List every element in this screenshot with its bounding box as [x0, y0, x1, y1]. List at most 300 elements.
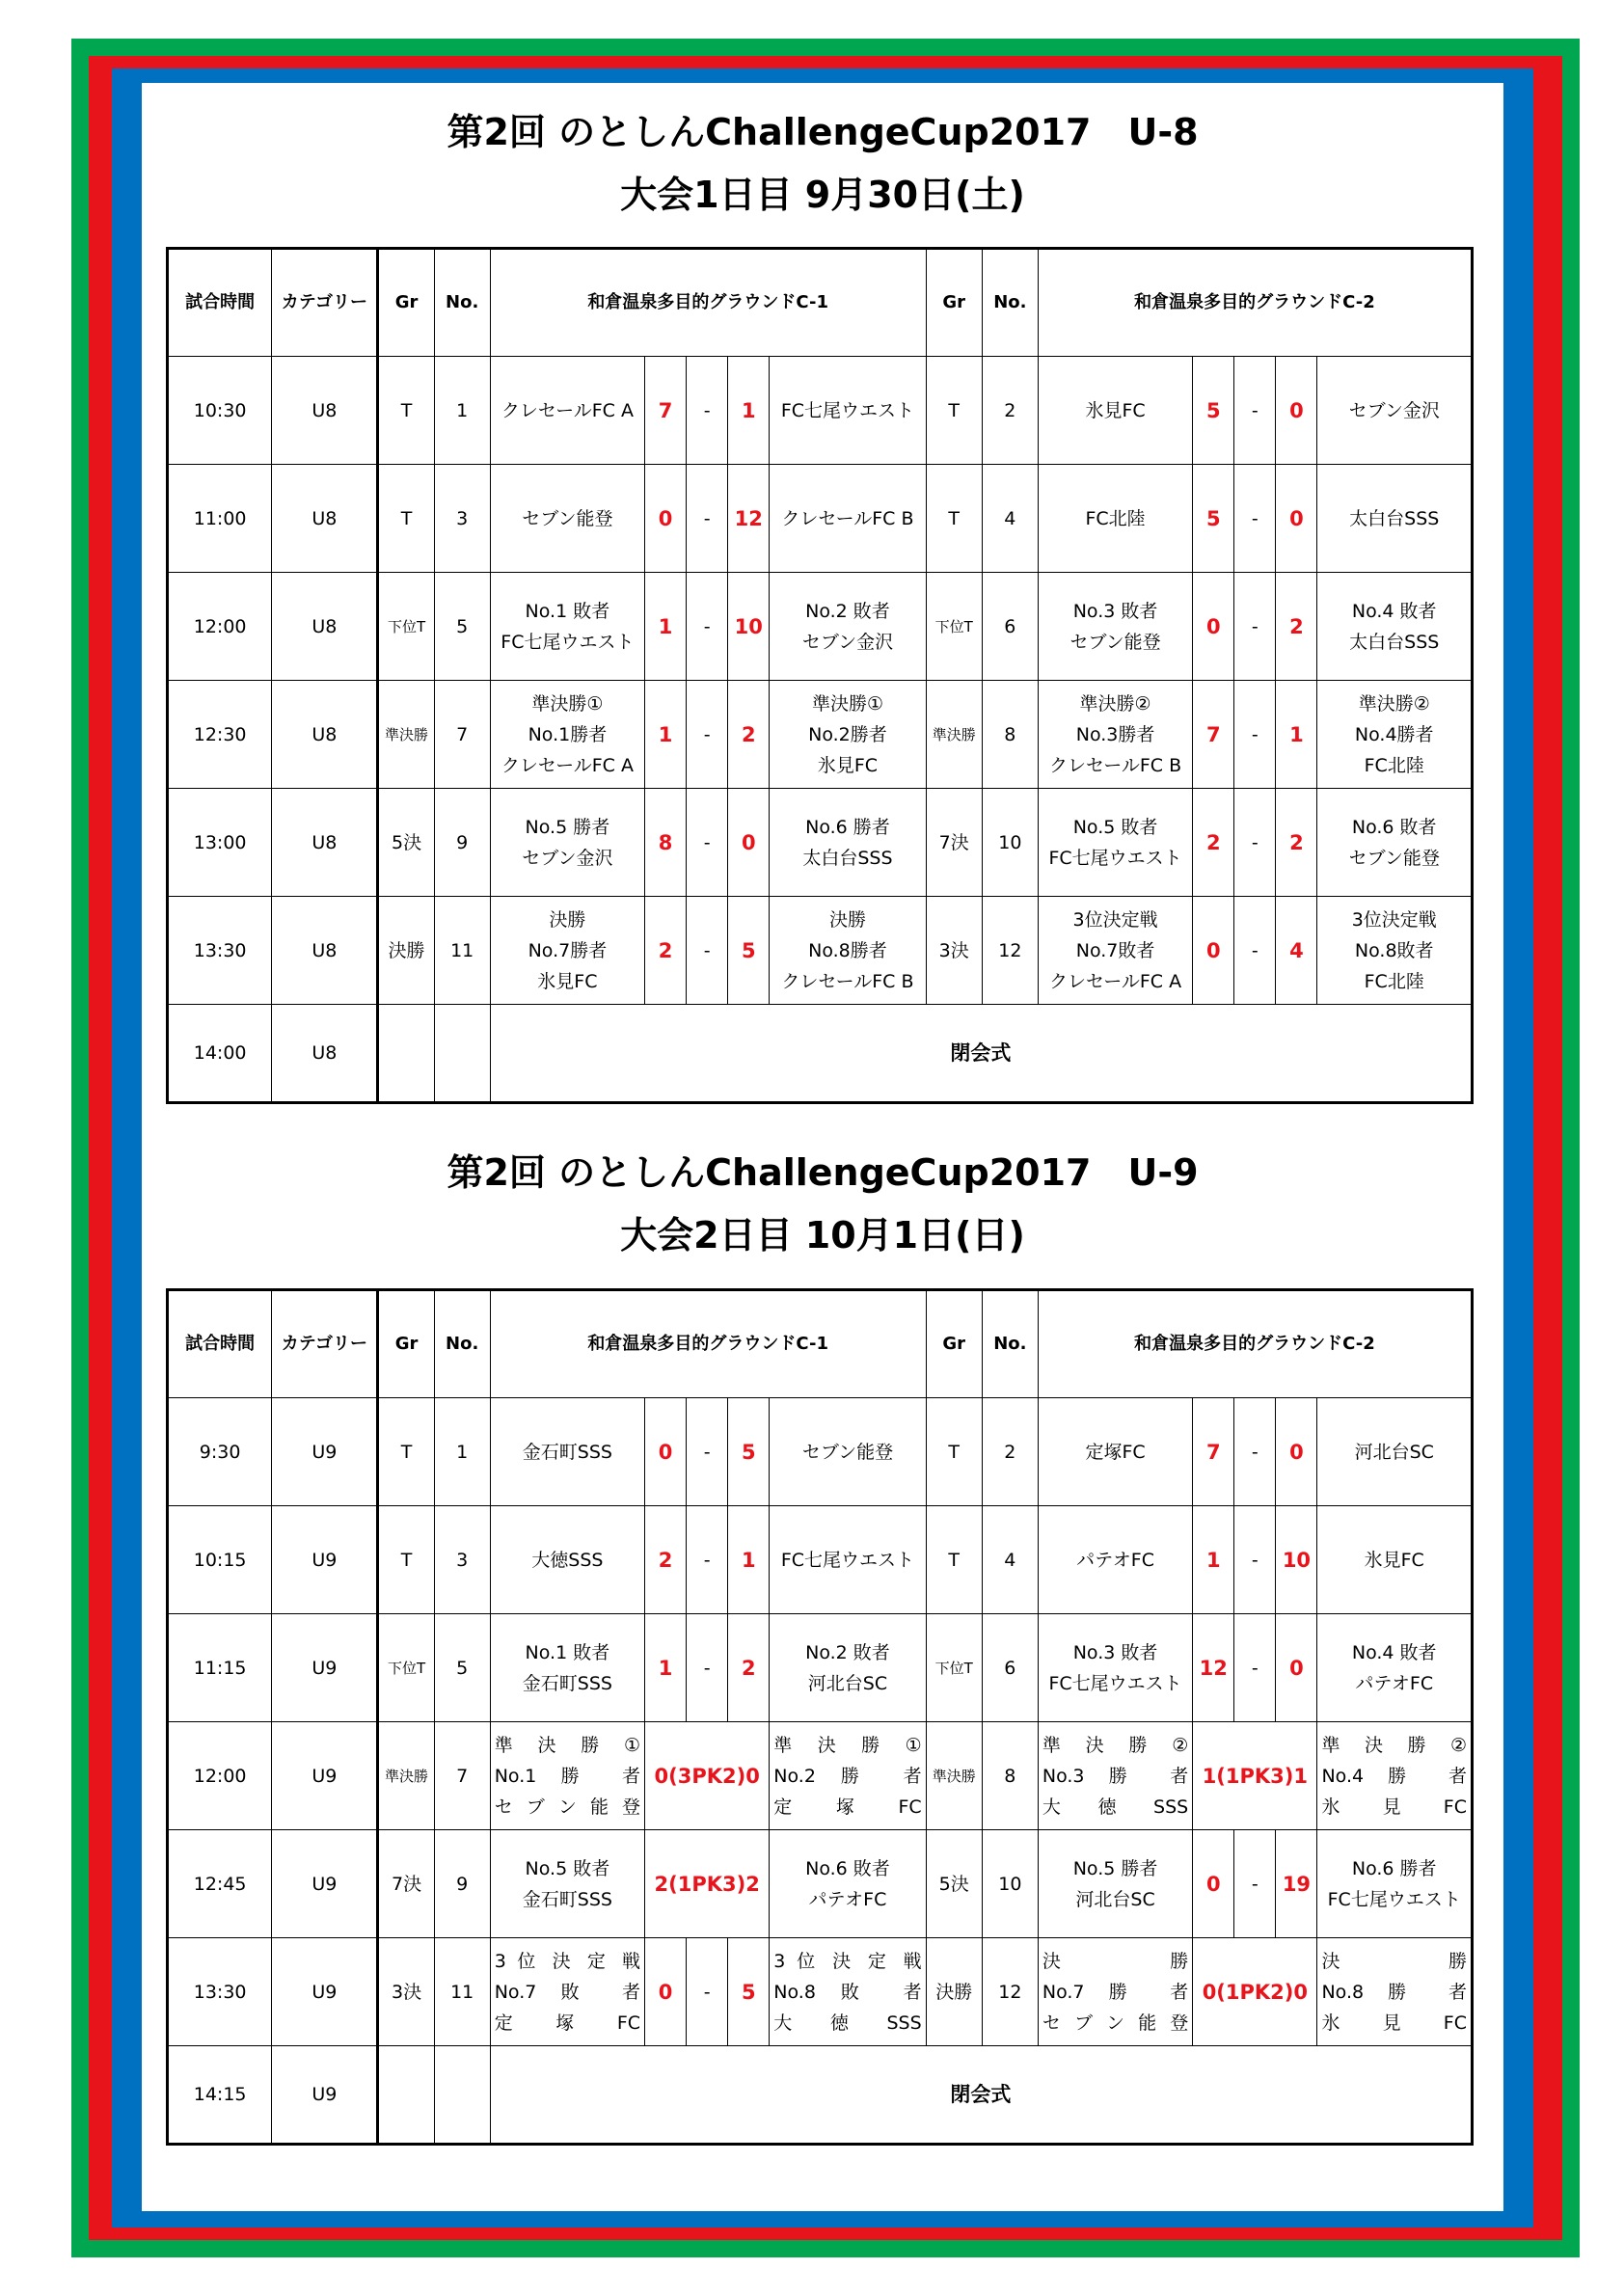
team-away-c2-line: セブン能登	[1348, 847, 1440, 869]
team-home-c1-line: No.1勝者	[528, 723, 608, 745]
team-away-c1-line: No.2 勝 者	[773, 1765, 922, 1787]
team-away-c1	[770, 1506, 926, 1614]
team-home-c1-line: No.5 勝者	[525, 816, 610, 838]
match-number: 5	[434, 1614, 490, 1722]
team-home-c1-line: セブン金沢	[522, 847, 613, 869]
team-home-c1-line: No.1 敗者	[525, 600, 610, 622]
team-home-c1-line: 準決勝①	[531, 692, 604, 715]
closing-ceremony: 閉会式	[490, 1005, 1472, 1103]
score-home: 1	[645, 1614, 687, 1722]
team-away-c2	[1317, 465, 1473, 573]
header-gr: Gr	[378, 249, 434, 357]
match-group-c2: 7決	[926, 789, 982, 897]
schedule-table-u8	[166, 247, 1474, 1104]
score-dash: -	[1234, 357, 1276, 465]
team-away-c1-line: パテオFC	[808, 1888, 887, 1910]
team-away-c1-line: 準決勝①	[811, 692, 883, 715]
header-category: カテゴリー	[272, 1290, 378, 1398]
match-number: 3	[434, 465, 490, 573]
closing-empty-no	[434, 1005, 490, 1103]
closing-time: 14:00	[168, 1005, 272, 1103]
score-home: 1	[645, 573, 687, 681]
team-away-c1	[770, 897, 926, 1005]
team-away-c2-line: FC北陸	[1364, 754, 1424, 776]
score-away: 2	[728, 1614, 770, 1722]
score-home: 5	[1193, 357, 1234, 465]
match-category: U8	[272, 357, 378, 465]
score-dash: -	[1234, 897, 1276, 1005]
score-home: 0	[645, 1398, 687, 1506]
team-away-c2-line: No.6 敗者	[1351, 816, 1437, 838]
match-group: T	[378, 357, 434, 465]
team-home-c1-line: No.7勝者	[528, 939, 608, 961]
team-away-c1	[770, 465, 926, 573]
match-group-c2: 決勝	[926, 1938, 982, 2046]
score-away: 2	[728, 681, 770, 789]
score-home: 7	[1193, 1398, 1234, 1506]
team-home-c2-line: FC北陸	[1085, 507, 1146, 529]
score-away: 0	[1276, 1614, 1317, 1722]
team-away-c2-line: セブン金沢	[1348, 399, 1440, 421]
header-no2: No.	[982, 249, 1038, 357]
team-away-c1	[770, 573, 926, 681]
team-away-c2	[1317, 357, 1473, 465]
match-time: 9:30	[168, 1398, 272, 1506]
team-home-c1	[490, 465, 644, 573]
score-away: 1	[728, 357, 770, 465]
match-group-c2: 下位T	[926, 1614, 982, 1722]
team-home-c1-line: セ ブ ン 能 登	[494, 1796, 641, 1818]
match-row	[168, 1722, 1473, 1830]
match-time: 10:30	[168, 357, 272, 465]
match-row	[168, 681, 1473, 789]
score-home: 0	[1193, 897, 1234, 1005]
team-away-c2-line: 氷 見 FC	[1321, 1796, 1467, 1818]
closing-empty-no	[434, 2046, 490, 2145]
team-away-c1-line: 大 徳 SSS	[773, 2012, 922, 2034]
header-field-c2: 和倉温泉多目的グラウンドC-2	[1038, 249, 1472, 357]
score-away: 10	[728, 573, 770, 681]
score-dash: -	[687, 465, 728, 573]
score-dash: -	[687, 1614, 728, 1722]
match-group: 5決	[378, 789, 434, 897]
team-home-c2	[1038, 1722, 1192, 1830]
match-number: 11	[434, 1938, 490, 2046]
score-combined: 2(1PK3)2	[645, 1830, 770, 1938]
team-home-c1	[490, 681, 644, 789]
team-away-c2-line: 太白台SSS	[1349, 507, 1440, 529]
match-number-c2: 10	[982, 1830, 1038, 1938]
team-away-c1	[770, 1938, 926, 2046]
team-away-c1-line: 太白台SSS	[802, 847, 893, 869]
match-number-c2: 4	[982, 465, 1038, 573]
match-time: 11:15	[168, 1614, 272, 1722]
match-category: U9	[272, 1398, 378, 1506]
team-away-c1-line: セブン能登	[801, 1441, 894, 1463]
match-row	[168, 897, 1473, 1005]
team-away-c1-line: No.8勝者	[808, 939, 887, 961]
score-home: 2	[1193, 789, 1234, 897]
closing-category: U9	[272, 2046, 378, 2145]
header-category: カテゴリー	[272, 249, 378, 357]
match-row	[168, 1506, 1473, 1614]
team-home-c2-line: No.3 敗者	[1072, 1641, 1158, 1663]
schedule-table-u9	[166, 1288, 1474, 2146]
team-away-c1-line: クレセールFC B	[781, 970, 914, 992]
match-number-c2: 2	[982, 357, 1038, 465]
team-away-c1	[770, 1398, 926, 1506]
match-category: U9	[272, 1506, 378, 1614]
score-combined: 1(1PK3)1	[1193, 1722, 1317, 1830]
team-home-c1-line: クレセールFC A	[501, 754, 634, 776]
team-home-c2-line: 大 徳 SSS	[1042, 1796, 1189, 1818]
team-away-c1-line: 決勝	[828, 908, 866, 931]
team-away-c2-line: 氷見FC	[1364, 1549, 1424, 1571]
closing-empty-gr	[378, 1005, 434, 1103]
team-home-c2-line: 氷見FC	[1085, 399, 1146, 421]
team-home-c2-line: No.3 敗者	[1072, 600, 1158, 622]
team-away-c2	[1317, 573, 1473, 681]
match-group-c2: T	[926, 1506, 982, 1614]
score-dash: -	[687, 1506, 728, 1614]
header-no2: No.	[982, 1290, 1038, 1398]
team-home-c2-line: No.3勝者	[1075, 723, 1155, 745]
header-field-c1: 和倉温泉多目的グラウンドC-1	[490, 249, 926, 357]
closing-category: U8	[272, 1005, 378, 1103]
team-away-c1-line: No.6 敗者	[805, 1857, 890, 1879]
match-time: 13:30	[168, 897, 272, 1005]
team-away-c1-line: 3 位 決 定 戦	[773, 1950, 922, 1972]
team-home-c2-line: No.7 勝 者	[1042, 1981, 1189, 2003]
team-away-c2-line: No.4 敗者	[1351, 600, 1437, 622]
score-dash: -	[1234, 789, 1276, 897]
match-number-c2: 8	[982, 681, 1038, 789]
match-group: 3決	[378, 1938, 434, 2046]
match-group-c2: 5決	[926, 1830, 982, 1938]
match-row	[168, 1938, 1473, 2046]
score-away: 1	[728, 1506, 770, 1614]
match-time: 12:00	[168, 1722, 272, 1830]
team-home-c1-line: 金石町SSS	[522, 1672, 612, 1694]
score-away: 5	[728, 1938, 770, 2046]
team-away-c1-line: 河北台SC	[807, 1672, 888, 1694]
score-combined: 0(1PK2)0	[1193, 1938, 1317, 2046]
team-home-c1	[490, 1722, 644, 1830]
match-time: 11:00	[168, 465, 272, 573]
team-away-c1-line: クレセールFC B	[781, 507, 914, 529]
score-dash: -	[1234, 1398, 1276, 1506]
match-number: 1	[434, 357, 490, 465]
score-home: 8	[645, 789, 687, 897]
score-home: 5	[1193, 465, 1234, 573]
team-away-c2-line: パテオFC	[1355, 1672, 1434, 1694]
score-away: 5	[728, 897, 770, 1005]
match-number-c2: 12	[982, 1938, 1038, 2046]
team-away-c2	[1317, 1506, 1473, 1614]
match-category: U8	[272, 681, 378, 789]
section-2-title: 第2回 のとしんChallengeCup2017 U-9	[447, 1151, 1199, 1194]
match-time: 10:15	[168, 1506, 272, 1614]
team-away-c1	[770, 1722, 926, 1830]
team-away-c2-line: FC北陸	[1364, 970, 1424, 992]
match-time: 12:30	[168, 681, 272, 789]
team-away-c2	[1317, 897, 1473, 1005]
team-away-c1-line: 氷見FC	[817, 754, 879, 776]
match-category: U8	[272, 897, 378, 1005]
score-dash: -	[687, 357, 728, 465]
score-away: 12	[728, 465, 770, 573]
team-home-c2	[1038, 357, 1192, 465]
team-home-c2-line: 準 決 勝 ②	[1042, 1734, 1189, 1756]
match-group-c2: 3決	[926, 897, 982, 1005]
team-home-c2-line: No.3 勝 者	[1042, 1765, 1189, 1787]
team-home-c1-line: 金石町SSS	[522, 1441, 612, 1463]
team-away-c2-line: No.8敗者	[1354, 939, 1434, 961]
match-group: 準決勝	[378, 1722, 434, 1830]
team-home-c1-line: No.1 勝 者	[494, 1765, 641, 1787]
match-number: 11	[434, 897, 490, 1005]
team-away-c2-line: 決 勝	[1321, 1950, 1467, 1972]
score-dash: -	[687, 897, 728, 1005]
team-away-c1	[770, 681, 926, 789]
team-home-c2-line: 河北台SC	[1075, 1888, 1155, 1910]
team-away-c2	[1317, 1830, 1473, 1938]
team-home-c1-line: 決勝	[549, 908, 586, 931]
score-away: 5	[728, 1398, 770, 1506]
team-home-c1	[490, 1614, 644, 1722]
team-home-c2	[1038, 1614, 1192, 1722]
header-field-c2: 和倉温泉多目的グラウンドC-2	[1038, 1290, 1472, 1398]
team-away-c1	[770, 1830, 926, 1938]
match-number: 3	[434, 1506, 490, 1614]
team-home-c2	[1038, 1830, 1192, 1938]
team-away-c2	[1317, 1398, 1473, 1506]
score-away: 0	[1276, 465, 1317, 573]
match-time: 12:00	[168, 573, 272, 681]
team-home-c1-line: FC七尾ウエスト	[501, 631, 635, 653]
team-home-c1	[490, 897, 644, 1005]
match-row	[168, 465, 1473, 573]
team-away-c2-line: No.4 勝 者	[1321, 1765, 1467, 1787]
team-home-c1-line: 金石町SSS	[522, 1888, 612, 1910]
score-dash: -	[1234, 573, 1276, 681]
match-group: T	[378, 1506, 434, 1614]
header-field-c1: 和倉温泉多目的グラウンドC-1	[490, 1290, 926, 1398]
match-row	[168, 1614, 1473, 1722]
team-home-c1-line: セブン能登	[522, 507, 613, 529]
match-number-c2: 2	[982, 1398, 1038, 1506]
team-home-c2	[1038, 1398, 1192, 1506]
match-row	[168, 573, 1473, 681]
score-away: 1	[1276, 681, 1317, 789]
header-time: 試合時間	[168, 1290, 272, 1398]
team-away-c1	[770, 789, 926, 897]
header-gr2: Gr	[926, 249, 982, 357]
team-away-c2-line: No.4勝者	[1354, 723, 1434, 745]
team-away-c2	[1317, 1614, 1473, 1722]
team-home-c1-line: 氷見FC	[537, 970, 598, 992]
match-number-c2: 6	[982, 1614, 1038, 1722]
closing-time: 14:15	[168, 2046, 272, 2145]
header-time: 試合時間	[168, 249, 272, 357]
team-home-c1	[490, 573, 644, 681]
team-away-c2-line: 3位決定戦	[1351, 908, 1437, 931]
score-home: 2	[645, 1506, 687, 1614]
score-home: 0	[1193, 1830, 1234, 1938]
match-number: 1	[434, 1398, 490, 1506]
team-home-c2-line: 3位決定戦	[1072, 908, 1158, 931]
score-combined: 0(3PK2)0	[645, 1722, 770, 1830]
match-group-c2: 下位T	[926, 573, 982, 681]
match-time: 13:30	[168, 1938, 272, 2046]
team-away-c1	[770, 1614, 926, 1722]
team-home-c1	[490, 1506, 644, 1614]
score-home: 0	[645, 1938, 687, 2046]
match-group-c2: T	[926, 465, 982, 573]
score-home: 7	[1193, 681, 1234, 789]
score-dash: -	[687, 573, 728, 681]
team-home-c2	[1038, 897, 1192, 1005]
team-home-c1-line: 準 決 勝 ①	[494, 1734, 641, 1756]
team-home-c2-line: クレセールFC A	[1049, 970, 1182, 992]
team-home-c2-line: 準決勝②	[1079, 692, 1151, 715]
score-away: 4	[1276, 897, 1317, 1005]
score-home: 12	[1193, 1614, 1234, 1722]
section-1-title: 第2回 のとしんChallengeCup2017 U-8	[447, 111, 1199, 153]
team-away-c2-line: 河北台SC	[1354, 1441, 1434, 1463]
team-away-c1-line: FC七尾ウエスト	[780, 1549, 915, 1571]
team-home-c2-line: No.5 敗者	[1072, 816, 1158, 838]
team-away-c1	[770, 357, 926, 465]
header-no: No.	[434, 249, 490, 357]
score-dash: -	[1234, 681, 1276, 789]
team-home-c1-line: No.7 敗 者	[494, 1981, 641, 2003]
match-row	[168, 357, 1473, 465]
score-dash: -	[1234, 1506, 1276, 1614]
team-home-c2-line: 決 勝	[1042, 1950, 1189, 1972]
match-number: 5	[434, 573, 490, 681]
team-home-c2-line: クレセールFC B	[1048, 754, 1182, 776]
team-away-c2-line: No.8 勝 者	[1321, 1981, 1467, 2003]
match-group-c2: T	[926, 1398, 982, 1506]
header-no: No.	[434, 1290, 490, 1398]
team-away-c1-line: 定 塚 FC	[773, 1796, 922, 1818]
match-row	[168, 1398, 1473, 1506]
team-away-c1-line: FC七尾ウエスト	[780, 399, 915, 421]
match-time: 12:45	[168, 1830, 272, 1938]
match-group: T	[378, 465, 434, 573]
team-home-c2-line: セブン能登	[1069, 631, 1161, 653]
score-home: 0	[1193, 573, 1234, 681]
team-home-c2-line: 定塚FC	[1085, 1441, 1146, 1463]
team-home-c1	[490, 1398, 644, 1506]
team-home-c2-line: No.5 勝者	[1072, 1857, 1158, 1879]
match-number: 7	[434, 681, 490, 789]
score-away: 19	[1276, 1830, 1317, 1938]
section-1-subtitle: 大会1日目 9月30日(土)	[620, 174, 1025, 216]
score-home: 1	[645, 681, 687, 789]
team-away-c1-line: No.2勝者	[808, 723, 887, 745]
team-home-c2	[1038, 789, 1192, 897]
score-away: 10	[1276, 1506, 1317, 1614]
score-home: 2	[645, 897, 687, 1005]
match-number-c2: 12	[982, 897, 1038, 1005]
match-number-c2: 4	[982, 1506, 1038, 1614]
team-away-c1-line: セブン金沢	[801, 631, 894, 653]
score-away: 0	[728, 789, 770, 897]
score-dash: -	[687, 681, 728, 789]
team-away-c2-line: FC七尾ウエスト	[1327, 1888, 1461, 1910]
team-home-c2-line: FC七尾ウエスト	[1048, 1672, 1182, 1694]
match-row	[168, 789, 1473, 897]
score-home: 1	[1193, 1506, 1234, 1614]
match-group: 決勝	[378, 897, 434, 1005]
team-away-c2	[1317, 1938, 1473, 2046]
score-away: 2	[1276, 573, 1317, 681]
section-2-subtitle: 大会2日目 10月1日(日)	[620, 1214, 1025, 1256]
team-home-c1	[490, 357, 644, 465]
team-away-c2-line: 準決勝②	[1358, 692, 1430, 715]
score-dash: -	[687, 1398, 728, 1506]
team-away-c2-line: 準 決 勝 ②	[1321, 1734, 1467, 1756]
match-row	[168, 1830, 1473, 1938]
team-away-c2-line: 氷 見 FC	[1321, 2012, 1467, 2034]
team-home-c2-line: FC七尾ウエスト	[1048, 847, 1182, 869]
match-group-c2: 準決勝	[926, 1722, 982, 1830]
closing-ceremony: 閉会式	[490, 2046, 1472, 2145]
score-away: 0	[1276, 1398, 1317, 1506]
match-number-c2: 8	[982, 1722, 1038, 1830]
match-group: 7決	[378, 1830, 434, 1938]
match-group: 準決勝	[378, 681, 434, 789]
team-away-c2-line: 太白台SSS	[1349, 631, 1440, 653]
match-number: 9	[434, 1830, 490, 1938]
match-group: T	[378, 1398, 434, 1506]
header-gr2: Gr	[926, 1290, 982, 1398]
match-category: U9	[272, 1722, 378, 1830]
team-home-c1-line: No.1 敗者	[525, 1641, 610, 1663]
team-home-c1-line: クレセールFC A	[501, 399, 634, 421]
team-home-c2	[1038, 681, 1192, 789]
match-number-c2: 10	[982, 789, 1038, 897]
score-dash: -	[1234, 1830, 1276, 1938]
match-number-c2: 6	[982, 573, 1038, 681]
team-home-c1-line: 定 塚 FC	[494, 2012, 641, 2034]
team-home-c2	[1038, 465, 1192, 573]
closing-empty-gr	[378, 2046, 434, 2145]
team-home-c2-line: パテオFC	[1076, 1549, 1154, 1571]
team-away-c1-line: No.2 敗者	[805, 1641, 890, 1663]
match-category: U8	[272, 465, 378, 573]
match-category: U9	[272, 1830, 378, 1938]
score-home: 0	[645, 465, 687, 573]
team-away-c1-line: 準 決 勝 ①	[773, 1734, 922, 1756]
team-away-c2-line: No.4 敗者	[1351, 1641, 1437, 1663]
team-away-c2-line: No.6 勝者	[1351, 1857, 1437, 1879]
match-number: 9	[434, 789, 490, 897]
match-category: U8	[272, 573, 378, 681]
team-home-c1-line: 大徳SSS	[531, 1549, 604, 1571]
match-group: 下位T	[378, 573, 434, 681]
team-home-c2	[1038, 1506, 1192, 1614]
team-away-c2	[1317, 1722, 1473, 1830]
team-away-c1-line: No.8 敗 者	[773, 1981, 922, 2003]
team-home-c2	[1038, 1938, 1192, 2046]
match-number: 7	[434, 1722, 490, 1830]
score-dash: -	[687, 1938, 728, 2046]
match-group-c2: T	[926, 357, 982, 465]
match-group-c2: 準決勝	[926, 681, 982, 789]
